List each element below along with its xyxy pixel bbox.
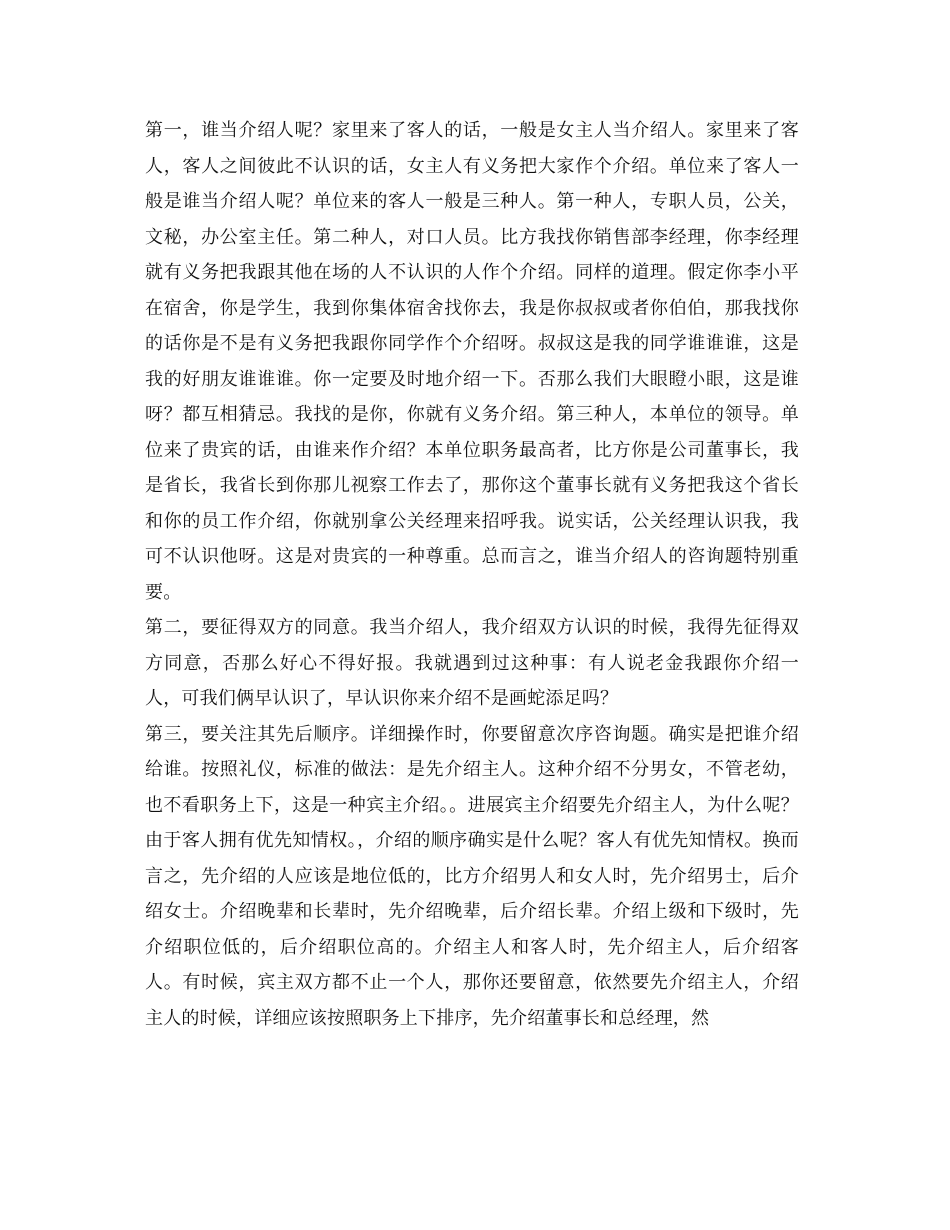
paragraph-introduction-order: 第三，要关注其先后顺序。详细操作时，你要留意次序咨询题。确实是把谁介绍给谁。按照礼仪，标准的做法：是先介绍主人。这种介绍不分男女，不管老幼，也不看职务上下，这是一种宾主介绍。。进展宾主介绍要先介绍主人，为什么呢？由于客人拥有优先知情权。，介绍的顺序确实是什么呢？客人有优先知情权。换而言之，先介绍的人应该是地位低的，比方介绍男人和女人时，先介绍男士，后介绍女士。介绍晚辈和长辈时，先介绍晚辈，后介绍长辈。介绍上级和下级时，先介绍职位低的，后介绍职位高的。介绍主人和客人时，先介绍主人，后介绍客人。有时候，宾主双方都不止一个人，那你还要留意，依然要先介绍主人，介绍主人的时候，详细应该按照职务上下排序，先介绍董事长和总经理，然 [145,723,799,1029]
paragraph-mutual-consent: 第二，要征得双方的同意。我当介绍人，我介绍双方认识的时候，我得先征得双方同意，否那么好心不得好报。我就遇到过这种事：有人说老金我跟你介绍一人，可我们俩早认识了，早认识你来介绍不是画蛇添足吗？ [145,617,799,709]
paragraph-who-introduces: 第一，谁当介绍人呢？家里来了客人的话，一般是女主人当介绍人。家里来了客人，客人之间彼此不认识的话，女主人有义务把大家作个介绍。单位来了客人一般是谁当介绍人呢？单位来的客人一般是三种人。第一种人，专职人员，公关，文秘，办公室主任。第二种人，对口人员。比方我找你销售部李经理，你李经理就有义务把我跟其他在场的人不认识的人作个介绍。同样的道理。假定你李小平在宿舍，你是学生，我到你集体宿舍找你去，我是你叔叔或者你伯伯，那我找你的话你是不是有义务把我跟你同学作个介绍呀。叔叔这是我的同学谁谁谁，这是我的好朋友谁谁谁。你一定要及时地介绍一下。否那么我们大眼瞪小眼，这是谁呀？都互相猜忌。我找的是你，你就有义务介绍。第三种人，本单位的领导。单位来了贵宾的话，由谁来作介绍？本单位职务最高者，比方你是公司董事长，我是省长，我省长到你那儿视察工作去了，那你这个董事长就有义务把我这个省长和你的员工作介绍，你就别拿公关经理来招呼我。说实话，公关经理认识我，我可不认识他呀。这是对贵宾的一种尊重。总而言之，谁当介绍人的咨询题特别重要。 [145,120,799,603]
document-page [145,113,799,1036]
